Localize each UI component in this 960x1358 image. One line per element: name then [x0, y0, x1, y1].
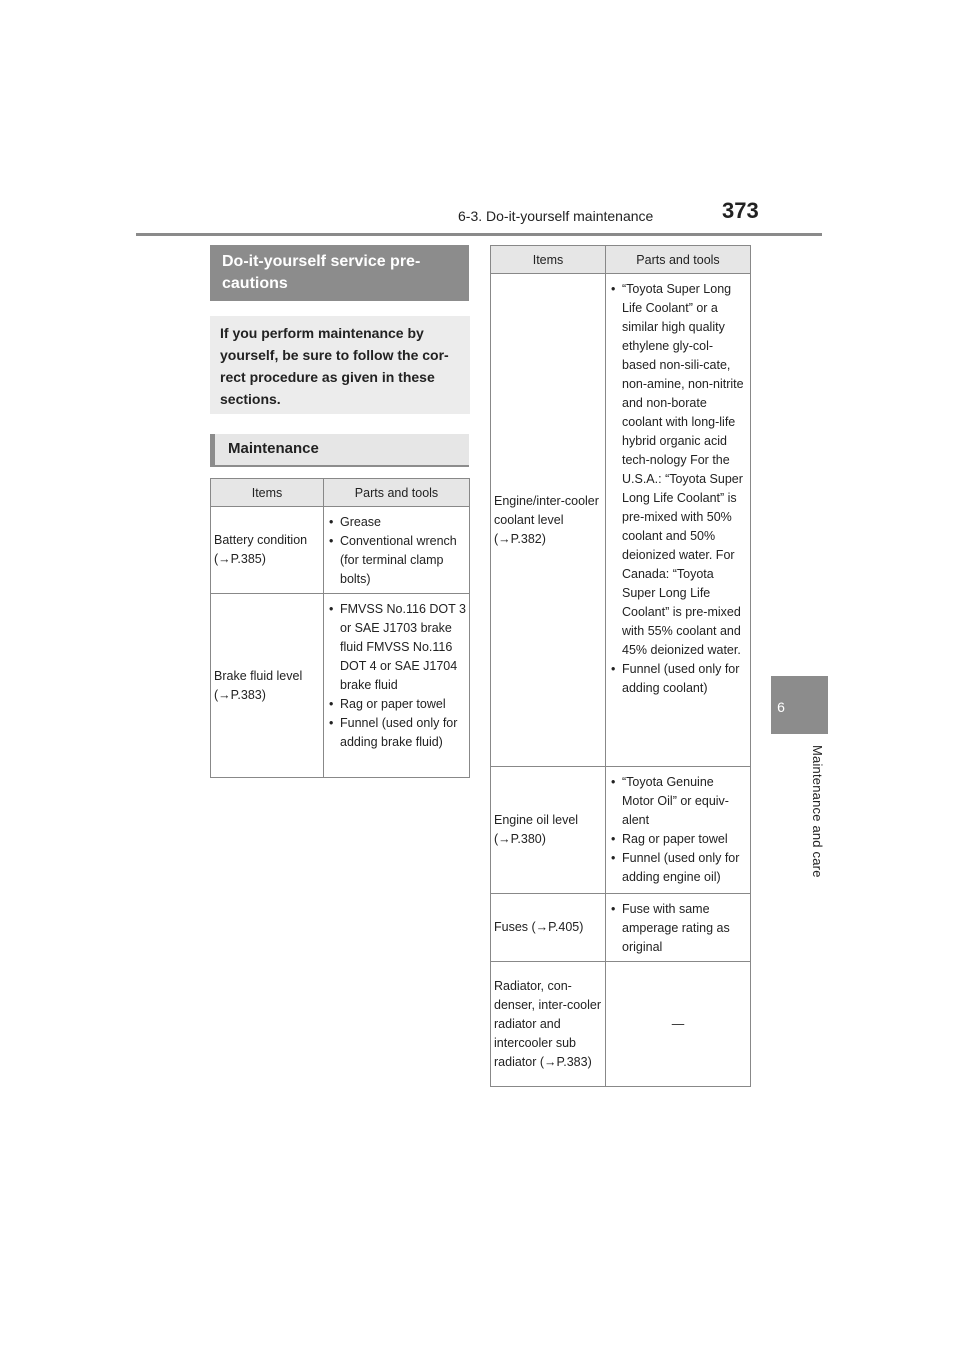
table-row: [491, 894, 751, 962]
items-header: Items: [491, 246, 606, 274]
item-cell: Battery condition (→P.385): [211, 507, 324, 594]
items-header: Items: [211, 479, 324, 507]
item-cell: Radiator, con-denser, inter-cooler radiator and intercooler sub radiator (→P.383): [491, 962, 606, 1087]
item-cell: Fuses (→P.405): [491, 894, 606, 962]
table-row: [491, 274, 751, 767]
table-row: [491, 962, 751, 1087]
table-row: [211, 507, 470, 594]
tools-cell: [324, 594, 470, 778]
maintenance-table-left: [210, 478, 470, 778]
precautions-heading: Do-it-yourself service pre-cautions: [210, 245, 469, 301]
item-cell: Brake fluid level (→P.383): [211, 594, 324, 778]
section-title: 6-3. Do-it-yourself maintenance: [458, 208, 654, 224]
maintenance-table-right: [490, 245, 751, 1087]
tools-cell: [324, 507, 470, 594]
tool-item: • Conventional wrench (for terminal clamp bolts): [327, 532, 466, 589]
tools-header: Parts and tools: [606, 246, 751, 274]
precautions-note: If you perform maintenance by yourself, be sure to follow the cor-rect procedure as given in these sections.: [210, 316, 470, 414]
tool-item: • Fuse with same amperage rating as original: [609, 900, 747, 957]
tools-cell: [606, 274, 751, 767]
tool-item: • Funnel (used only for adding engine oil): [609, 849, 747, 887]
item-cell: Engine oil level (→P.380): [491, 767, 606, 894]
tool-item: • Rag or paper towel: [609, 830, 747, 849]
no-tools-dash: —: [671, 1016, 685, 1031]
chapter-label: Maintenance and care: [810, 745, 825, 878]
tools-cell: [606, 962, 751, 1087]
tool-item: • “Toyota Super Long Life Coolant” or a similar high quality ethylene gly-col-based non-sili-cate, non-amine, non-nitrite and non-borate coolant with long-life hybrid organic acid tech-nology For the U.S.A.: “Toyota Super Long Life Coolant” is pre-mixed with 50% coolant and 50% deionized water. For Canada: “Toyota Super Long Life Coolant” is pre-mixed with 55% coolant and 45% deionized water.: [609, 280, 747, 660]
tools-header: Parts and tools: [324, 479, 470, 507]
tool-item: • Funnel (used only for adding brake fluid): [327, 714, 466, 752]
item-cell: Engine/inter-cooler coolant level (→P.382): [491, 274, 606, 767]
tools-cell: [606, 894, 751, 962]
page-number: 373: [722, 198, 759, 223]
tool-item: • Rag or paper towel: [327, 695, 466, 714]
table-header-row: [211, 479, 470, 507]
table-row: [211, 594, 470, 778]
chapter-number: 6: [777, 699, 785, 715]
tool-item: • Funnel (used only for adding coolant): [609, 660, 747, 698]
maintenance-heading: Maintenance: [210, 434, 469, 467]
tool-item: • Grease: [327, 513, 466, 532]
tool-item: • “Toyota Genuine Motor Oil” or equiv-alent: [609, 773, 747, 830]
table-header-row: [491, 246, 751, 274]
table-row: [491, 767, 751, 894]
tool-item: • FMVSS No.116 DOT 3 or SAE J1703 brake fluid FMVSS No.116 DOT 4 or SAE J1704 brake fluid: [327, 600, 466, 695]
header-divider: [136, 233, 822, 236]
tools-cell: [606, 767, 751, 894]
